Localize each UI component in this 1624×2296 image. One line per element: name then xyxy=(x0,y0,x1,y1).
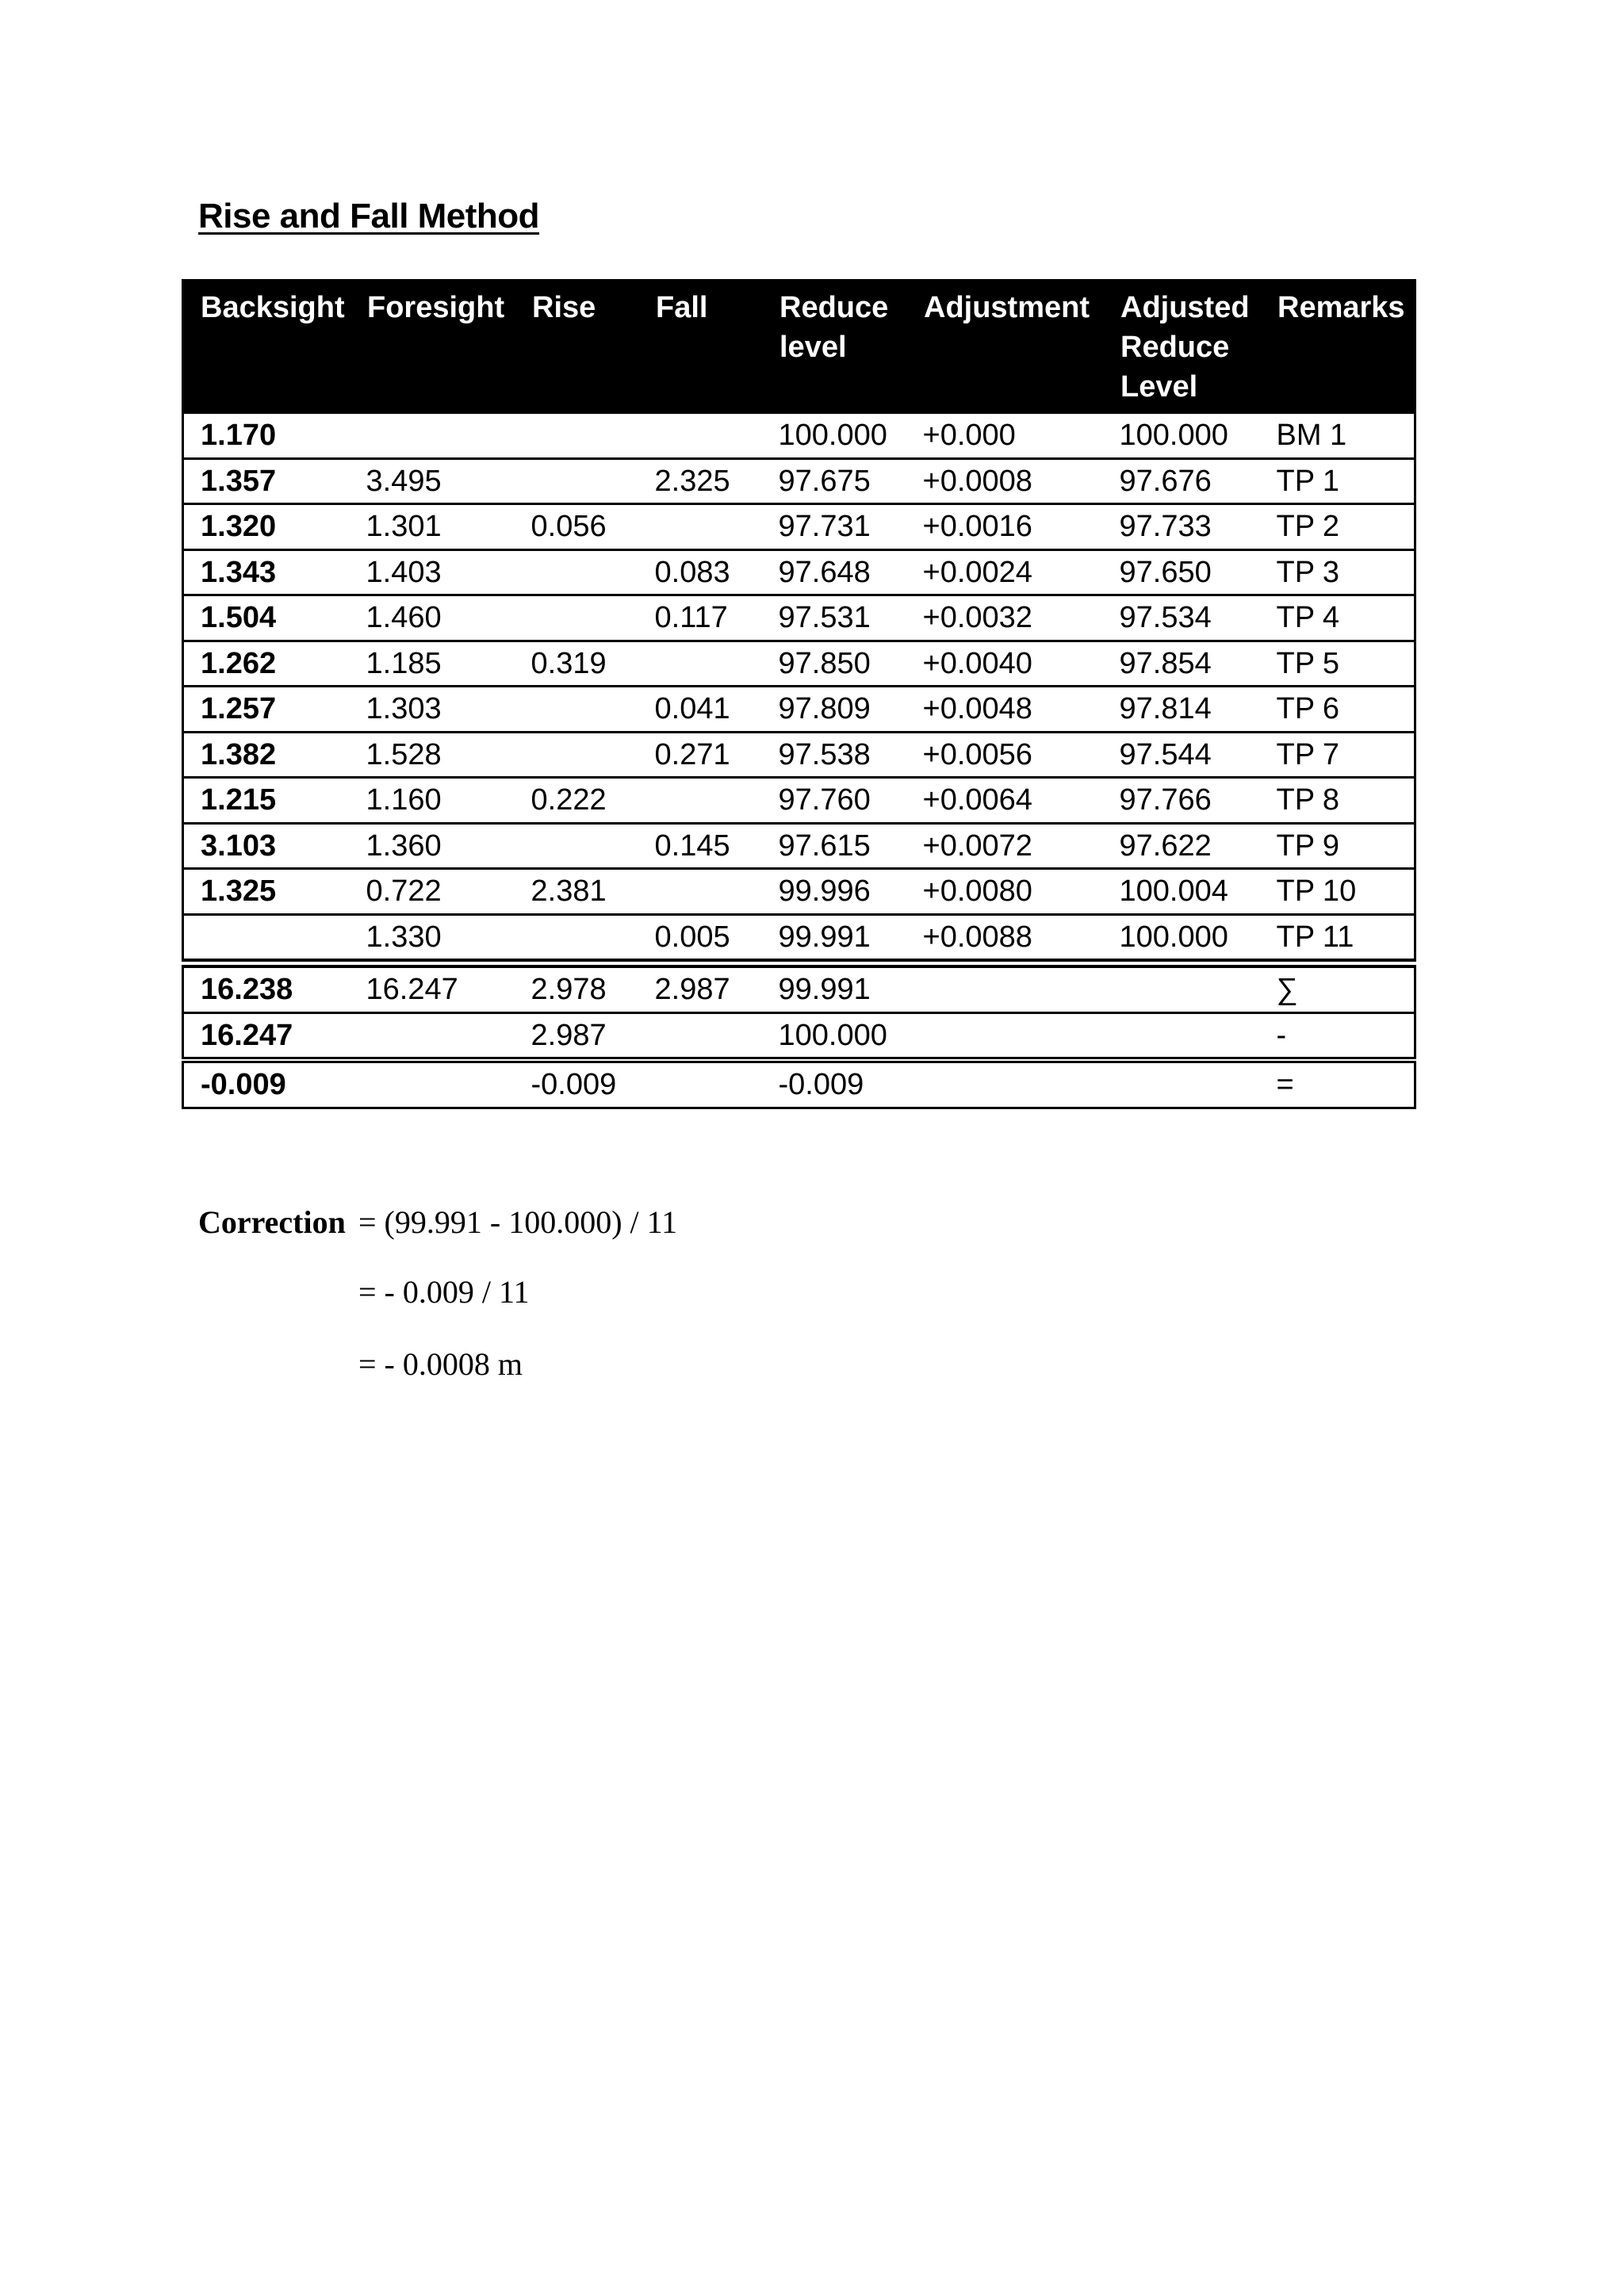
header-fall: Fall xyxy=(638,281,762,413)
correction-label: Correction xyxy=(198,1204,346,1240)
cell-adjustment: +0.000 xyxy=(906,413,1103,459)
cell-backsight: 1.257 xyxy=(183,687,350,733)
cell-rise xyxy=(515,595,638,641)
summary-cell-adjusted-reduce-level xyxy=(1103,1060,1260,1108)
cell-reduce-level: 100.000 xyxy=(762,413,906,459)
cell-rise xyxy=(515,732,638,778)
header-remarks: Remarks xyxy=(1260,281,1415,413)
cell-fall xyxy=(638,778,762,824)
cell-reduce-level: 97.850 xyxy=(762,641,906,687)
cell-reduce-level: 97.648 xyxy=(762,549,906,595)
cell-reduce-level: 97.809 xyxy=(762,687,906,733)
cell-backsight: 3.103 xyxy=(183,823,350,869)
cell-adjusted-reduce-level: 97.650 xyxy=(1103,549,1260,595)
summary-cell-adjustment xyxy=(906,1060,1103,1108)
cell-fall: 0.271 xyxy=(638,732,762,778)
summary-cell-reduce-level: 100.000 xyxy=(762,1012,906,1060)
table-row xyxy=(183,869,1415,915)
cell-remarks: TP 3 xyxy=(1260,549,1415,595)
cell-adjustment: +0.0088 xyxy=(906,914,1103,963)
cell-fall: 0.041 xyxy=(638,687,762,733)
cell-fall xyxy=(638,504,762,550)
summary-cell-foresight xyxy=(350,1012,515,1060)
cell-adjustment: +0.0032 xyxy=(906,595,1103,641)
cell-rise: 0.056 xyxy=(515,504,638,550)
cell-foresight: 1.403 xyxy=(350,549,515,595)
cell-foresight: 1.330 xyxy=(350,914,515,963)
cell-adjustment: +0.0056 xyxy=(906,732,1103,778)
cell-reduce-level: 97.675 xyxy=(762,458,906,504)
correction-line-2: = - 0.009 / 11 xyxy=(358,1274,530,1310)
correction-line-3: = - 0.0008 m xyxy=(358,1346,523,1382)
cell-rise xyxy=(515,914,638,963)
cell-foresight: 1.528 xyxy=(350,732,515,778)
summary-cell-rise: 2.987 xyxy=(515,1012,638,1060)
summary-cell-adjusted-reduce-level xyxy=(1103,963,1260,1012)
cell-reduce-level: 97.760 xyxy=(762,778,906,824)
cell-foresight: 1.460 xyxy=(350,595,515,641)
cell-rise: 0.319 xyxy=(515,641,638,687)
summary-row xyxy=(183,1060,1415,1108)
header-rise: Rise xyxy=(515,281,638,413)
cell-reduce-level: 99.991 xyxy=(762,914,906,963)
cell-adjusted-reduce-level: 100.004 xyxy=(1103,869,1260,915)
summary-cell-reduce-level: 99.991 xyxy=(762,963,906,1012)
table-row xyxy=(183,914,1415,963)
cell-adjusted-reduce-level: 100.000 xyxy=(1103,413,1260,459)
table-row xyxy=(183,687,1415,733)
header-foresight: Foresight xyxy=(350,281,515,413)
header-reduce-level: Reduce level xyxy=(762,281,906,413)
cell-adjustment: +0.0016 xyxy=(906,504,1103,550)
cell-adjustment: +0.0064 xyxy=(906,778,1103,824)
table-row xyxy=(183,778,1415,824)
cell-rise: 2.381 xyxy=(515,869,638,915)
cell-backsight: 1.382 xyxy=(183,732,350,778)
cell-fall xyxy=(638,413,762,459)
cell-reduce-level: 97.731 xyxy=(762,504,906,550)
cell-foresight xyxy=(350,413,515,459)
summary-cell-fall xyxy=(638,1012,762,1060)
summary-cell-adjusted-reduce-level xyxy=(1103,1012,1260,1060)
cell-foresight: 0.722 xyxy=(350,869,515,915)
cell-remarks: TP 7 xyxy=(1260,732,1415,778)
cell-adjusted-reduce-level: 97.814 xyxy=(1103,687,1260,733)
table-body xyxy=(183,413,1415,1108)
cell-adjusted-reduce-level: 97.534 xyxy=(1103,595,1260,641)
cell-adjustment: +0.0008 xyxy=(906,458,1103,504)
cell-rise: 0.222 xyxy=(515,778,638,824)
cell-fall: 2.325 xyxy=(638,458,762,504)
cell-rise xyxy=(515,823,638,869)
cell-backsight: 1.320 xyxy=(183,504,350,550)
cell-adjusted-reduce-level: 97.733 xyxy=(1103,504,1260,550)
cell-remarks: TP 4 xyxy=(1260,595,1415,641)
cell-fall: 0.145 xyxy=(638,823,762,869)
cell-fall: 0.117 xyxy=(638,595,762,641)
summary-cell-remarks: ∑ xyxy=(1260,963,1415,1012)
summary-cell-remarks: - xyxy=(1260,1012,1415,1060)
summary-cell-rise: -0.009 xyxy=(515,1060,638,1108)
cell-foresight: 1.160 xyxy=(350,778,515,824)
cell-remarks: TP 11 xyxy=(1260,914,1415,963)
table-row xyxy=(183,595,1415,641)
table-row xyxy=(183,641,1415,687)
cell-remarks: TP 6 xyxy=(1260,687,1415,733)
table-row xyxy=(183,458,1415,504)
rise-and-fall-table xyxy=(182,279,1416,1109)
header-row xyxy=(183,281,1415,413)
cell-foresight: 1.303 xyxy=(350,687,515,733)
cell-remarks: TP 9 xyxy=(1260,823,1415,869)
table-row xyxy=(183,732,1415,778)
cell-adjusted-reduce-level: 97.676 xyxy=(1103,458,1260,504)
cell-adjusted-reduce-level: 97.854 xyxy=(1103,641,1260,687)
table-row xyxy=(183,549,1415,595)
summary-cell-backsight: 16.238 xyxy=(183,963,350,1012)
summary-cell-adjustment xyxy=(906,963,1103,1012)
summary-cell-foresight xyxy=(350,1060,515,1108)
cell-rise xyxy=(515,458,638,504)
summary-cell-backsight: -0.009 xyxy=(183,1060,350,1108)
cell-reduce-level: 97.615 xyxy=(762,823,906,869)
correction-line-1: = (99.991 - 100.000) / 11 xyxy=(358,1204,678,1240)
cell-adjustment: +0.0072 xyxy=(906,823,1103,869)
cell-backsight xyxy=(183,914,350,963)
summary-cell-adjustment xyxy=(906,1012,1103,1060)
cell-rise xyxy=(515,687,638,733)
cell-remarks: BM 1 xyxy=(1260,413,1415,459)
cell-adjustment: +0.0048 xyxy=(906,687,1103,733)
cell-remarks: TP 1 xyxy=(1260,458,1415,504)
summary-cell-remarks: = xyxy=(1260,1060,1415,1108)
cell-adjusted-reduce-level: 100.000 xyxy=(1103,914,1260,963)
header-adjusted-reduce-level: Adjusted Reduce Level xyxy=(1103,281,1260,413)
cell-backsight: 1.262 xyxy=(183,641,350,687)
cell-reduce-level: 97.531 xyxy=(762,595,906,641)
summary-cell-backsight: 16.247 xyxy=(183,1012,350,1060)
cell-remarks: TP 10 xyxy=(1260,869,1415,915)
cell-adjustment: +0.0040 xyxy=(906,641,1103,687)
summary-cell-foresight: 16.247 xyxy=(350,963,515,1012)
cell-backsight: 1.504 xyxy=(183,595,350,641)
summary-cell-fall: 2.987 xyxy=(638,963,762,1012)
cell-remarks: TP 8 xyxy=(1260,778,1415,824)
cell-fall xyxy=(638,869,762,915)
table-row xyxy=(183,504,1415,550)
cell-fall: 0.005 xyxy=(638,914,762,963)
cell-reduce-level: 97.538 xyxy=(762,732,906,778)
table-header xyxy=(183,281,1415,413)
cell-rise xyxy=(515,549,638,595)
cell-adjusted-reduce-level: 97.544 xyxy=(1103,732,1260,778)
table-row xyxy=(183,413,1415,459)
cell-adjusted-reduce-level: 97.622 xyxy=(1103,823,1260,869)
header-backsight: Backsight xyxy=(183,281,350,413)
header-adjustment: Adjustment xyxy=(906,281,1103,413)
cell-foresight: 1.360 xyxy=(350,823,515,869)
cell-rise xyxy=(515,413,638,459)
cell-fall xyxy=(638,641,762,687)
cell-adjustment: +0.0024 xyxy=(906,549,1103,595)
summary-cell-fall xyxy=(638,1060,762,1108)
cell-backsight: 1.357 xyxy=(183,458,350,504)
cell-backsight: 1.343 xyxy=(183,549,350,595)
document-title: Rise and Fall Method xyxy=(198,197,540,235)
cell-backsight: 1.215 xyxy=(183,778,350,824)
cell-foresight: 1.301 xyxy=(350,504,515,550)
cell-foresight: 3.495 xyxy=(350,458,515,504)
cell-fall: 0.083 xyxy=(638,549,762,595)
summary-row xyxy=(183,1012,1415,1060)
cell-adjustment: +0.0080 xyxy=(906,869,1103,915)
cell-remarks: TP 5 xyxy=(1260,641,1415,687)
summary-cell-reduce-level: -0.009 xyxy=(762,1060,906,1108)
cell-backsight: 1.170 xyxy=(183,413,350,459)
summary-row xyxy=(183,963,1415,1012)
cell-adjusted-reduce-level: 97.766 xyxy=(1103,778,1260,824)
cell-foresight: 1.185 xyxy=(350,641,515,687)
cell-reduce-level: 99.996 xyxy=(762,869,906,915)
summary-cell-rise: 2.978 xyxy=(515,963,638,1012)
table-row xyxy=(183,823,1415,869)
cell-backsight: 1.325 xyxy=(183,869,350,915)
cell-remarks: TP 2 xyxy=(1260,504,1415,550)
